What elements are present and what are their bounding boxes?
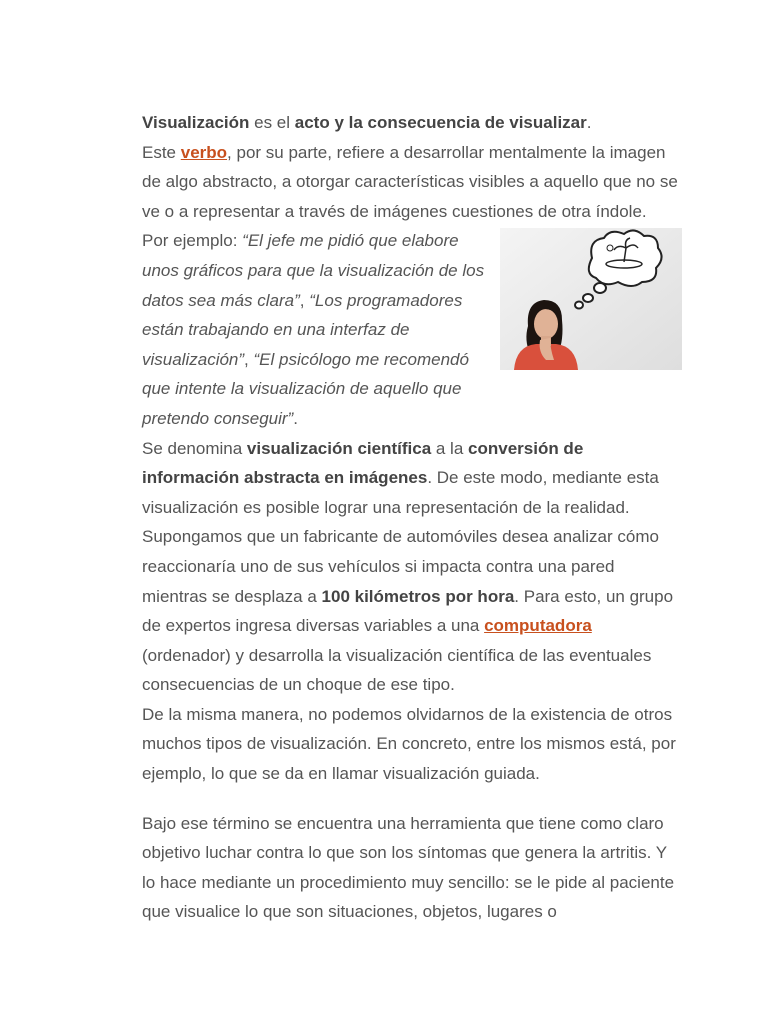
verbo-link[interactable]: verbo [180, 142, 228, 162]
paragraph-cientifica: Se denomina visualización científica a la conversión de información abstracta en imágenes. De este modo, mediante esta visualización es posible lograr una representación de la realidad. Supongamos que un fabricante de automóviles desea analizar cómo reaccionaría uno de sus vehículos si impacta contra una pared mientras se desplaza a 100 kilómetros por hora. Para esto, un grupo de expertos ingresa diversas variables a una computadora (ordenador) y desarrolla la visualización científica de las eventuales consecuencias de un choque de ese tipo. [142, 438, 674, 695]
paragraph-verb: Este verbo, por su parte, refiere a desarrollar mentalmente la imagen de algo abstracto, a otorgar características visibles a aquello que no se ve o a representar a través de imágenes cuestiones de otra índole. [142, 142, 678, 221]
computadora-link[interactable]: computadora [484, 616, 592, 636]
paragraph-gap [142, 789, 682, 809]
woman-thinking-image [500, 228, 682, 370]
definition-bold: acto y la consecuencia de visualizar [294, 113, 587, 132]
article-body [142, 108, 682, 927]
quote-programadores: “Los programadores están trabajando en una interfaz de visualización” [142, 290, 463, 369]
quote-jefe: “El jefe me pidió que elabore unos gráficos para que la visualización de los datos sea más clara” [142, 231, 485, 310]
paragraph-artritis: Bajo ese término se encuentra una herramienta que tiene como claro objetivo luchar contra lo que son los síntomas que genera la artritis. Y lo hace mediante un procedimiento muy sencillo: se le pide al paciente que visualice lo que son situaciones, objetos, lugares o [142, 813, 675, 922]
paragraph-definition: Visualización es el acto y la consecuencia de visualizar. [142, 113, 592, 132]
term-visualizacion-cientifica: visualización científica [246, 438, 432, 458]
quote-psicologo: “El psicólogo me recomendó que intente la visualización de aquello que pretendo conseguir” [142, 349, 469, 428]
paragraph-tipos: De la misma manera, no podemos olvidarnos de la existencia de otros muchos tipos de visualización. En concreto, entre los mismos está, por ejemplo, lo que se da en llamar visualización guiada. [142, 704, 676, 784]
term-visualizacion: Visualización [142, 113, 250, 132]
paragraph-examples: Por ejemplo: “El jefe me pidió que elabore unos gráficos para que la visualización de los datos sea más clara”, “Los programadores están trabajando en una interfaz de visualización”, “El psicólogo me recomendó que intente la visualización de aquello que pretendo conseguir”. [142, 226, 682, 433]
speed-value: 100 kilómetros por hora [321, 586, 515, 606]
term-conversion: conversión de información abstracta en imágenes [142, 438, 584, 488]
